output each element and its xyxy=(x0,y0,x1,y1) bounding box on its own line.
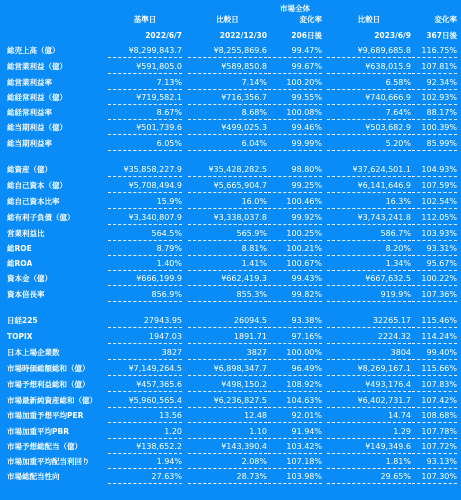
table-row xyxy=(0,122,461,134)
row-label: 総自己資本（億） xyxy=(7,181,67,190)
compare-date-2: 2023/6/9 xyxy=(374,31,411,40)
row-label: 資本金（億） xyxy=(7,274,52,283)
row-label: 総売上高（億） xyxy=(7,46,60,55)
header-change-rate-1: 変化率 xyxy=(299,15,322,24)
table-cell: 108.68% xyxy=(412,410,457,423)
table-cell: 3827 xyxy=(188,347,267,360)
table-cell: 93.13% xyxy=(412,456,457,469)
table-cell: 107.59% xyxy=(412,180,457,193)
table-cell: 99.25% xyxy=(268,180,322,193)
table-cell: 103.93% xyxy=(412,228,457,241)
table-cell: 565.9% xyxy=(188,228,267,241)
table-cell: 26094.5 xyxy=(188,315,267,328)
table-cell: 6.05% xyxy=(108,138,182,151)
table-cell: 2.08% xyxy=(188,456,267,469)
table-cell: ¥5,708,494.9 xyxy=(108,180,182,193)
row-label: 総ROA xyxy=(7,259,33,268)
table-row xyxy=(0,426,461,438)
table-cell: 114.24% xyxy=(412,331,457,344)
row-label: 総ROE xyxy=(7,244,32,253)
column-header-row xyxy=(0,14,461,26)
table-cell: 108.92% xyxy=(268,379,322,392)
table-cell: 97.16% xyxy=(268,331,322,344)
table-cell: 32265.17 xyxy=(327,315,411,328)
row-label: 市場加重平均配当利回り xyxy=(7,457,90,466)
table-cell: 95.67% xyxy=(412,258,457,271)
table-cell: 99.46% xyxy=(268,122,322,135)
table-cell: 107.18% xyxy=(268,456,322,469)
table-cell: 16.0% xyxy=(188,196,267,209)
header-change-rate-2: 変化率 xyxy=(434,15,457,24)
table-cell: 12.48 xyxy=(188,410,267,423)
table-cell: 107.78% xyxy=(412,426,457,439)
table-cell: 102.93% xyxy=(412,92,457,105)
row-label: 総自己資本比率 xyxy=(7,197,60,206)
table-cell: ¥3,743,241.8 xyxy=(327,212,411,225)
table-cell: 99.99% xyxy=(268,138,322,151)
table-cell: 88.17% xyxy=(412,107,457,120)
table-cell: 1.41% xyxy=(188,258,267,271)
table-row xyxy=(0,273,461,285)
table-cell: 107.30% xyxy=(412,471,457,484)
table-cell: 93.31% xyxy=(412,243,457,256)
table-cell: ¥503,682.9 xyxy=(327,122,411,135)
table-row xyxy=(0,45,461,57)
table-cell: 100.22% xyxy=(412,273,457,286)
table-cell: 8.20% xyxy=(327,243,411,256)
table-cell: 3804 xyxy=(327,347,411,360)
table-cell: 91.94% xyxy=(268,426,322,439)
table-cell: ¥591,805.0 xyxy=(108,61,182,74)
table-cell: 92.01% xyxy=(268,410,322,423)
table-row xyxy=(0,441,461,453)
table-row xyxy=(0,456,461,468)
date-header-row xyxy=(0,30,461,42)
market-all-header: 市場全体 xyxy=(280,4,310,13)
table-cell: 13.56 xyxy=(108,410,182,423)
table-row xyxy=(0,180,461,192)
header-compare-date-2: 比較日 xyxy=(357,15,381,24)
table-cell: 856.9% xyxy=(108,289,182,302)
table-cell: 107.36% xyxy=(412,289,457,302)
table-row xyxy=(0,471,461,483)
row-label: 市場時価総額総和（億） xyxy=(7,364,90,373)
row-label: 資本倍長率 xyxy=(7,290,45,299)
table-cell: 7.13% xyxy=(108,77,182,90)
table-cell: 1.40% xyxy=(108,258,182,271)
table-cell: ¥35,858,227.9 xyxy=(108,164,182,177)
table-cell: ¥35,428,282.5 xyxy=(188,164,267,177)
table-cell: ¥498,150.2 xyxy=(188,379,267,392)
table-cell: 1.29 xyxy=(327,426,411,439)
row-label: TOPIX xyxy=(7,332,33,341)
table-cell: 6.04% xyxy=(188,138,267,151)
table-row xyxy=(0,107,461,119)
table-cell: 99.92% xyxy=(268,212,322,225)
table-cell: 1.94% xyxy=(108,456,182,469)
table-cell: 8.68% xyxy=(188,107,267,120)
table-row xyxy=(0,410,461,422)
table-cell: 99.55% xyxy=(268,92,322,105)
table-cell: 99.43% xyxy=(268,273,322,286)
table-cell: 93.38% xyxy=(268,315,322,328)
row-label: 営業利益比 xyxy=(7,229,45,238)
table-cell: 1.20 xyxy=(108,426,182,439)
table-cell: ¥8,269,167.1 xyxy=(327,363,411,376)
row-label: 市場予想利益総和（億） xyxy=(7,380,90,389)
table-cell: 107.81% xyxy=(412,61,457,74)
table-cell: 104.93% xyxy=(412,164,457,177)
table-cell: 107.42% xyxy=(412,395,457,408)
table-cell: 100.00% xyxy=(268,347,322,360)
table-cell: 103.42% xyxy=(268,441,322,454)
table-cell: 112.05% xyxy=(412,212,457,225)
table-cell: ¥6,898,347.7 xyxy=(188,363,267,376)
table-cell: 100.39% xyxy=(412,122,457,135)
table-cell: ¥138,652.2 xyxy=(108,441,182,454)
table-cell: 564.5% xyxy=(108,228,182,241)
table-row xyxy=(0,196,461,208)
table-cell: ¥37,624,501.1 xyxy=(327,164,411,177)
table-row xyxy=(0,77,461,89)
table-row xyxy=(0,331,461,343)
table-cell: 8.81% xyxy=(188,243,267,256)
table-cell: 107.83% xyxy=(412,379,457,392)
table-cell: 586.7% xyxy=(327,228,411,241)
row-label: 日本上場企業数 xyxy=(7,348,60,357)
table-cell: ¥7,149,264.5 xyxy=(108,363,182,376)
table-cell: ¥662,419.3 xyxy=(188,273,267,286)
table-cell: ¥3,338,037.8 xyxy=(188,212,267,225)
row-label: 総経常利益（億） xyxy=(7,93,67,102)
table-cell: 98.80% xyxy=(268,164,322,177)
table-row xyxy=(0,164,461,176)
table-cell: 100.46% xyxy=(268,196,322,209)
table-row xyxy=(0,315,461,327)
table-cell: ¥719,582.1 xyxy=(108,92,182,105)
table-row xyxy=(0,395,461,407)
table-row xyxy=(0,61,461,73)
table-cell: ¥143,390.4 xyxy=(188,441,267,454)
table-cell: 8.67% xyxy=(108,107,182,120)
row-label: 総当期利益（億） xyxy=(7,123,67,132)
header-base-date: 基準日 xyxy=(133,15,157,24)
table-row xyxy=(0,347,461,359)
table-cell: ¥740,666.9 xyxy=(327,92,411,105)
table-cell: ¥501,739.6 xyxy=(108,122,182,135)
days-after-2: 367日後 xyxy=(426,31,457,40)
row-label: 市場予想総配当（億） xyxy=(7,442,82,451)
table-cell: 1.34% xyxy=(327,258,411,271)
table-cell: 115.66% xyxy=(412,363,457,376)
table-cell: 96.49% xyxy=(268,363,322,376)
table-cell: 7.64% xyxy=(327,107,411,120)
table-cell: ¥8,255,869.6 xyxy=(188,45,267,58)
table-cell: 28.73% xyxy=(188,471,267,484)
table-cell: ¥5,960,565.4 xyxy=(108,395,182,408)
table-cell: 100.20% xyxy=(268,77,322,90)
table-cell: ¥5,665,904.7 xyxy=(188,180,267,193)
table-cell: ¥3,340,807.9 xyxy=(108,212,182,225)
days-after-1: 206日後 xyxy=(291,31,322,40)
header-compare-date-1: 比較日 xyxy=(216,15,239,24)
row-label: 市場加重予想平均PER xyxy=(7,411,84,420)
row-label: 総資産（億） xyxy=(7,165,52,174)
table-cell: ¥8,299,843.7 xyxy=(108,45,182,58)
table-cell: ¥149,349.6 xyxy=(327,441,411,454)
table-cell: 2224.32 xyxy=(327,331,411,344)
row-label: 総経常利益率 xyxy=(7,108,52,117)
table-row xyxy=(0,212,461,224)
row-label: 総当期利益率 xyxy=(7,139,52,148)
table-cell: 99.82% xyxy=(268,289,322,302)
table-cell: ¥9,689,685.8 xyxy=(327,45,411,58)
row-label: 日経225 xyxy=(7,316,38,325)
table-row xyxy=(0,92,461,104)
table-cell: 102.54% xyxy=(412,196,457,209)
table-cell: 1.81% xyxy=(327,456,411,469)
table-row xyxy=(0,258,461,270)
table-cell: ¥499,025.3 xyxy=(188,122,267,135)
table-cell: 16.3% xyxy=(327,196,411,209)
row-label: 総営業利益率 xyxy=(7,78,52,87)
table-cell: ¥6,141,646.9 xyxy=(327,180,411,193)
table-row xyxy=(0,379,461,391)
table-row xyxy=(0,289,461,301)
table-cell: ¥666,199.9 xyxy=(108,273,182,286)
table-cell: 27.63% xyxy=(108,471,182,484)
table-cell: 99.40% xyxy=(412,347,457,360)
table-cell: 100.21% xyxy=(268,243,322,256)
table-cell: 27943.95 xyxy=(108,315,182,328)
row-label: 市場加重平均PBR xyxy=(7,427,69,436)
table-cell: 8.79% xyxy=(108,243,182,256)
table-cell: 115.46% xyxy=(412,315,457,328)
table-cell: 104.63% xyxy=(268,395,322,408)
table-cell: 99.67% xyxy=(268,61,322,74)
table-cell: 100.08% xyxy=(268,107,322,120)
table-cell: 107.72% xyxy=(412,441,457,454)
table-row xyxy=(0,363,461,375)
table-cell: 15.9% xyxy=(108,196,182,209)
table-row xyxy=(0,138,461,150)
table-cell: 85.99% xyxy=(412,138,457,151)
table-cell: ¥493,176.4 xyxy=(327,379,411,392)
table-cell: ¥638,015.9 xyxy=(327,61,411,74)
compare-date-1: 2022/12/30 xyxy=(219,31,267,40)
table-cell: 100.25% xyxy=(268,228,322,241)
table-cell: 3827 xyxy=(108,347,182,360)
table-cell: 7.14% xyxy=(188,77,267,90)
table-cell: 99.47% xyxy=(268,45,322,58)
table-cell: 855.3% xyxy=(188,289,267,302)
table-cell: ¥6,236,827.5 xyxy=(188,395,267,408)
table-cell: 919.9% xyxy=(327,289,411,302)
table-cell: 5.20% xyxy=(327,138,411,151)
table-cell: 100.67% xyxy=(268,258,322,271)
base-date: 2022/6/7 xyxy=(145,31,182,40)
table-cell: 116.75% xyxy=(412,45,457,58)
table-cell: ¥716,356.7 xyxy=(188,92,267,105)
row-label: 総有利子負債（億） xyxy=(7,213,75,222)
table-cell: 1.10 xyxy=(188,426,267,439)
table-cell: ¥667,632.5 xyxy=(327,273,411,286)
table-row xyxy=(0,228,461,240)
row-label: 市場総配当性向 xyxy=(7,472,60,481)
table-cell: ¥589,850.8 xyxy=(188,61,267,74)
table-cell: 1947.03 xyxy=(108,331,182,344)
table-cell: 103.98% xyxy=(268,471,322,484)
row-label: 総営業利益（億） xyxy=(7,62,67,71)
table-cell: 29.65% xyxy=(327,471,411,484)
table-cell: 1891.71 xyxy=(188,331,267,344)
row-label: 市場最新純資産総和（億） xyxy=(7,396,97,405)
table-cell: 92.34% xyxy=(412,77,457,90)
table-cell: ¥457,365.6 xyxy=(108,379,182,392)
table-cell: ¥6,402,731.7 xyxy=(327,395,411,408)
table-cell: 6.58% xyxy=(327,77,411,90)
table-row xyxy=(0,243,461,255)
table-cell: 14.74 xyxy=(327,410,411,423)
